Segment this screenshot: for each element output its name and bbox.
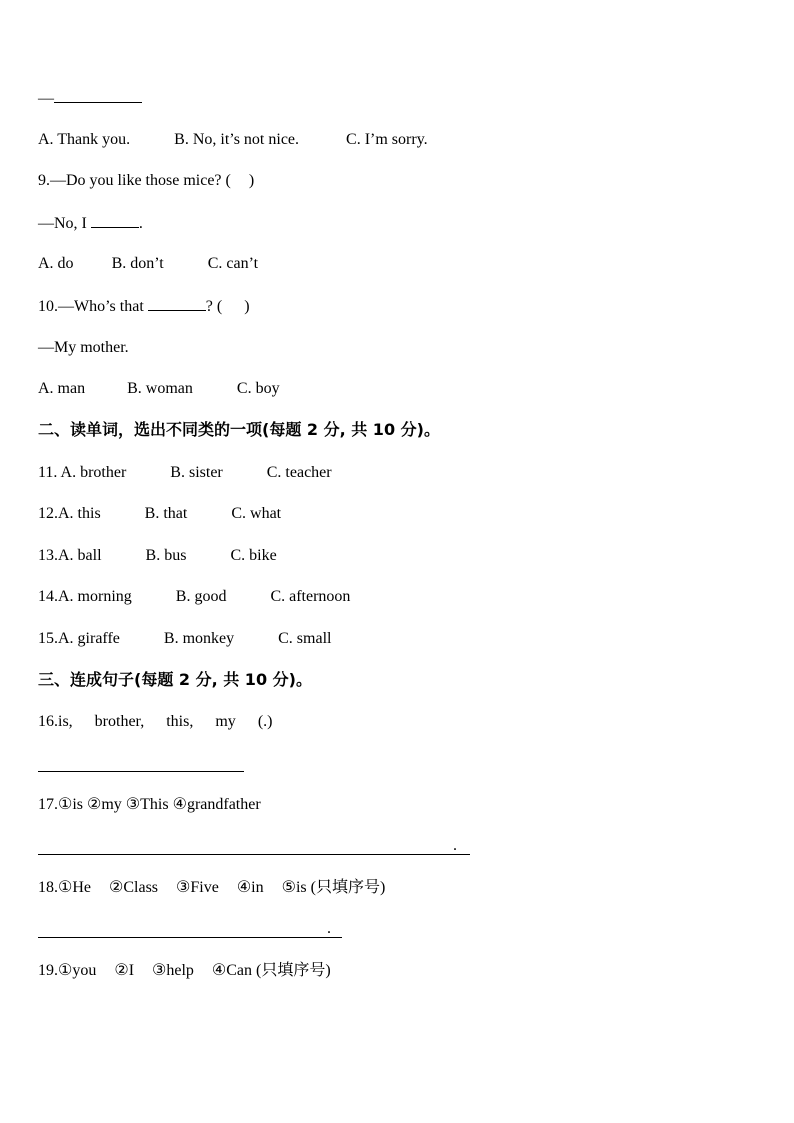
option-a: A. ball bbox=[58, 547, 102, 564]
option-b: B. bus bbox=[145, 547, 187, 564]
option-a: A. brother bbox=[60, 464, 127, 481]
answer-line-18[interactable] bbox=[38, 937, 342, 938]
option-a: A. Thank you. bbox=[38, 131, 131, 148]
option-c: C. afternoon bbox=[270, 588, 351, 605]
answer-blank[interactable] bbox=[54, 88, 142, 103]
q9-options bbox=[38, 254, 258, 274]
section-3-title: 三、连成句子(每题 2 分, 共 10 分)。 bbox=[38, 670, 312, 689]
option-a: A. morning bbox=[58, 588, 132, 605]
question-16: 16.is, brother, this, my (.) bbox=[38, 713, 273, 730]
question-10: 10.—Who’s that ? ( ) bbox=[38, 298, 250, 315]
option-b: B. woman bbox=[127, 380, 193, 397]
question-12: 12.A. this B. that C. what bbox=[38, 505, 282, 522]
q9-response: —No, I . bbox=[38, 215, 143, 232]
option-c: C. what bbox=[231, 505, 282, 522]
option-b: B. good bbox=[175, 588, 227, 605]
q10-response: —My mother. bbox=[38, 339, 129, 356]
question-19: 19.①you ②I ③help ④Can (只填序号) bbox=[38, 962, 331, 979]
question-9: 9.—Do you like those mice? ( ) bbox=[38, 172, 255, 189]
option-b: B. don’t bbox=[111, 255, 164, 272]
option-c: C. small bbox=[278, 630, 332, 647]
question-15: 15.A. giraffe B. monkey C. small bbox=[38, 630, 332, 647]
option-a: A. man bbox=[38, 380, 86, 397]
option-b: B. No, it’s not nice. bbox=[174, 131, 300, 148]
question-14: 14.A. morning B. good C. afternoon bbox=[38, 588, 351, 605]
section-2-title: 二、读单词，选出不同类的一项(每题 2 分, 共 10 分)。 bbox=[38, 420, 440, 439]
option-c: C. I’m sorry. bbox=[346, 131, 428, 148]
q8-options bbox=[38, 130, 428, 150]
answer-blank[interactable] bbox=[91, 213, 139, 228]
answer-line-17[interactable] bbox=[38, 854, 470, 855]
question-11: 11. A. brother B. sister C. teacher bbox=[38, 464, 332, 481]
dash: — bbox=[38, 90, 54, 107]
option-b: B. monkey bbox=[163, 630, 235, 647]
q8-answer-line bbox=[38, 88, 142, 109]
option-a: A. giraffe bbox=[58, 630, 120, 647]
q10-options bbox=[38, 379, 280, 399]
period: . bbox=[327, 920, 331, 937]
option-c: C. can’t bbox=[207, 255, 259, 272]
answer-line-16[interactable] bbox=[38, 771, 244, 772]
question-18: 18.①He ②Class ③Five ④in ⑤is (只填序号) bbox=[38, 879, 386, 896]
question-text: 9.—Do you like those mice? ( bbox=[38, 172, 231, 189]
option-b: B. that bbox=[144, 505, 188, 522]
option-a: A. do bbox=[38, 255, 74, 272]
period: . bbox=[453, 837, 457, 854]
option-c: C. teacher bbox=[266, 464, 332, 481]
question-13: 13.A. ball B. bus C. bike bbox=[38, 547, 277, 564]
option-c: C. bike bbox=[230, 547, 277, 564]
option-c: C. boy bbox=[236, 380, 280, 397]
answer-blank[interactable] bbox=[148, 296, 206, 311]
option-b: B. sister bbox=[170, 464, 223, 481]
option-a: A. this bbox=[58, 505, 101, 522]
question-17: 17.①is ②my ③This ④grandfather bbox=[38, 796, 261, 813]
